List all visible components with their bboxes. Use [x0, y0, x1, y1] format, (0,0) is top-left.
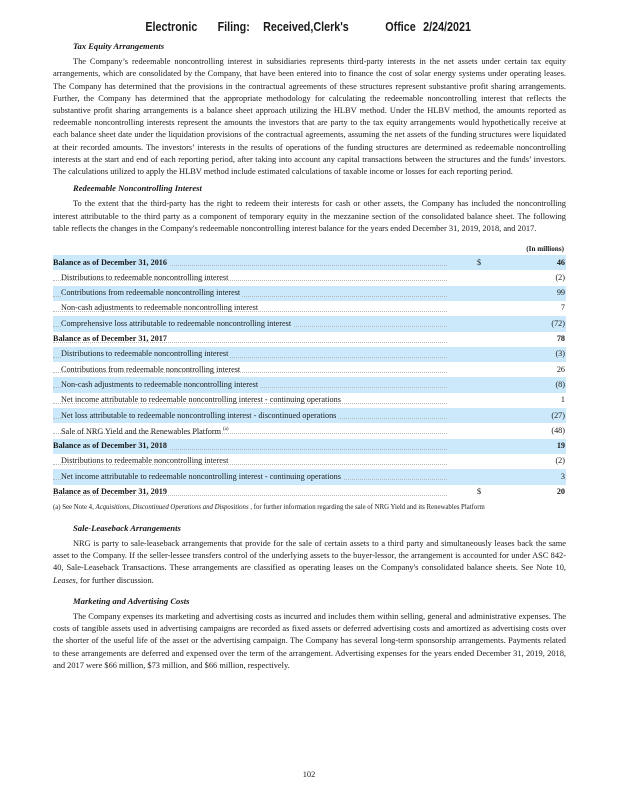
row-label-text: Net income attributable to redeemable noncontrolling interest - continuing operations — [61, 395, 341, 405]
redeemable-paragraph: To the extent that the third-party has the right to redeem their interests for cash or other assets, the Company has included the noncontrolling interest attributable to the third party as a component of temporary equity in the mezzanine section of the consolidated balance sheet. The following table reflects the changes in the Company's redeemable noncontrolling interest balance for the years ended December 31, 2019, 2018, and 2017. — [53, 199, 566, 233]
table-row — [53, 301, 566, 316]
currency-symbol — [477, 408, 517, 423]
table-row — [53, 270, 566, 285]
header-date: 2/24/2021 — [423, 20, 471, 34]
row-value: (48) — [551, 425, 565, 435]
row-value: (2) — [555, 272, 565, 282]
tax-equity-heading: Tax Equity Arrangements — [73, 41, 165, 51]
currency-symbol — [477, 270, 517, 285]
row-label-text: Net income attributable to redeemable noncontrolling interest - continuing operations — [61, 471, 341, 481]
row-label-text: Distributions to redeemable noncontrolling interest — [61, 456, 229, 466]
row-value: (8) — [517, 377, 566, 392]
currency-symbol — [477, 454, 517, 469]
currency-symbol — [477, 377, 517, 392]
row-label — [53, 255, 477, 270]
row-value: 78 — [556, 334, 565, 344]
rnci-table-container — [53, 243, 566, 512]
currency-symbol — [477, 439, 517, 454]
row-label — [53, 332, 477, 347]
currency-symbol — [477, 362, 517, 377]
row-label — [53, 286, 477, 301]
table-row — [53, 347, 566, 362]
header-electronic: Electronic — [145, 20, 198, 34]
row-label-text: Distributions to redeemable noncontrolling interest — [61, 272, 229, 282]
balance-row — [53, 255, 566, 270]
row-label-text: Non-cash adjustments to redeemable noncontrolling interest — [61, 379, 259, 389]
table-footnote — [53, 503, 566, 512]
row-value: 26 — [556, 364, 565, 374]
table-row — [53, 393, 566, 408]
row-label — [53, 469, 477, 484]
marketing-paragraph: The Company expenses its marketing and advertising costs as incurred and includes them within selling, general and administrative expenses. The costs of tangible assets used in advertising campaigns are recorded as fixed assets or deferred advertising costs and amortized as advertising costs over the shorter of the useful life of the asset or the advertising campaign. The Company has several long-term sponsorship arrangements. Payments related to these arrangements are deferred and expensed over the term of the arrangement. Advertising expenses for the years ended December 31, 2019, 2018, and 2017 were $66 million, $73 million, and $66 million, respectively. — [53, 612, 566, 670]
row-value: 46 — [517, 255, 566, 270]
header-filing: Filing: — [217, 20, 250, 34]
footnote-italic: Acquisitions, Discontinued Operations and Dispositions — [95, 503, 249, 511]
row-value: 20 — [556, 487, 565, 497]
table-units: (In millions) — [526, 245, 564, 254]
currency-symbol — [477, 347, 517, 362]
row-label — [53, 301, 477, 316]
sale-leaseback-text: NRG is party to sale-leaseback arrangements that provide for the sale of certain assets to a third party and simultaneously leases back the same asset to the Company. If the seller-lessee transfers control of the underlying assets to the buyer-lessor, the arrangement is accounted for under ASC 842-40, Sale-Leaseback Transactions. These arrangements are classified as operating leases on the Company's consolidated balance sheets. See Note 10, — [53, 539, 566, 573]
redeemable-heading: Redeemable Noncontrolling Interest — [73, 183, 202, 194]
row-label-text: Sale of NRG Yield and the Renewables Platform — [61, 426, 221, 436]
row-value: 19 — [517, 439, 566, 454]
rnci-table — [53, 255, 566, 500]
row-value: 99 — [517, 286, 566, 301]
footnote-marker: (a) — [223, 426, 229, 432]
currency-symbol — [477, 332, 517, 347]
row-label-text: Distributions to redeemable noncontrolling interest — [61, 349, 229, 359]
row-label-text: Comprehensive loss attributable to redeemable noncontrolling interest — [61, 318, 292, 328]
header-office: Office — [385, 20, 416, 34]
table-row — [53, 423, 566, 438]
row-value: (3) — [517, 347, 566, 362]
row-label — [53, 270, 477, 285]
page-number: 102 — [302, 770, 316, 779]
row-value: 1 — [560, 395, 565, 405]
balance-row — [53, 485, 566, 500]
table-row — [53, 377, 566, 392]
row-label-text: Non-cash adjustments to redeemable noncontrolling interest — [61, 303, 259, 313]
currency-symbol — [477, 423, 517, 438]
table-row — [53, 469, 566, 484]
sale-leaseback-paragraph — [53, 538, 566, 587]
row-label-text: Balance as of December 31, 2017 — [53, 334, 167, 344]
document-body — [53, 40, 566, 676]
table-row — [53, 454, 566, 469]
row-label-text: Balance as of December 31, 2016 — [53, 257, 167, 267]
row-value: 7 — [560, 303, 565, 313]
row-label — [53, 485, 477, 500]
currency-symbol — [477, 301, 517, 316]
row-label — [53, 423, 477, 438]
row-label-text: Balance as of December 31, 2018 — [53, 441, 167, 451]
row-value: (27) — [517, 408, 566, 423]
balance-row — [53, 332, 566, 347]
header-received: Received,Clerk's — [263, 20, 349, 34]
table-row — [53, 362, 566, 377]
currency-symbol — [477, 393, 517, 408]
row-label — [53, 393, 477, 408]
row-label — [53, 377, 477, 392]
row-label — [53, 362, 477, 377]
row-value: (72) — [517, 316, 566, 331]
row-label-text: Balance as of December 31, 2019 — [53, 487, 167, 497]
currency-symbol — [477, 469, 517, 484]
table-row — [53, 286, 566, 301]
currency-symbol — [477, 286, 517, 301]
row-label — [53, 454, 477, 469]
row-label-text: Net loss attributable to redeemable noncontrolling interest - discontinued operations — [61, 410, 337, 420]
row-value: (2) — [555, 456, 565, 466]
leases-reference: Leases, — [53, 575, 78, 585]
footnote-suffix: , for further information regarding the sale of NRG Yield and its Renewables Platform — [248, 503, 485, 511]
sale-leaseback-heading: Sale-Leaseback Arrangements — [73, 522, 181, 533]
currency-symbol: $ — [477, 487, 482, 497]
marketing-heading: Marketing and Advertising Costs — [73, 595, 190, 606]
table-row — [53, 408, 566, 423]
row-label-text: Contributions from redeemable noncontrolling interest — [61, 288, 241, 298]
row-label — [53, 439, 477, 454]
balance-row — [53, 439, 566, 454]
tax-equity-paragraph: The Company’s redeemable noncontrolling interest in subsidiaries represents third-party interests in the net assets under certain tax equity arrangements, which are consolidated by the Company, that have been entered into to finance the cost of solar energy systems under operating leases. The Company has determined that the provisions in the contractual agreements of these structures represent substantive profit sharing arrangements. Further, the Company has determined that the appropriate methodology for calculating the redeemable noncontrolling interest that reflects the substantive profit sharing arrangements is a balance sheet approach utilizing the HLBV method. Under the HLBV method, the amounts reported as redeemable noncontrolling interests represent the amounts the investors that are party to the tax equity arrangements would hypothetically receive at each balance sheet date under the liquidation provisions of the contractual agreements, assuming the net assets of the funding structures were liquidated at their recorded amounts. The investors’ interests in the results of operations of the funding structures are determined as redeemable noncontrolling interests at the start and end of each reporting period, after taking into account any capital transactions between the structures and the funds’ investors. The calculations utilized to apply the HLBV method include estimated calculations of taxable income or losses for each reporting period. — [53, 57, 566, 177]
currency-symbol — [477, 316, 517, 331]
row-label — [53, 316, 477, 331]
row-label — [53, 347, 477, 362]
row-label — [53, 408, 477, 423]
row-label-text: Contributions from redeemable noncontrolling interest — [61, 364, 241, 374]
sale-leaseback-text-end: for further discussion. — [77, 575, 154, 585]
footnote-prefix: (a) See Note 4, — [53, 503, 96, 511]
table-row — [53, 316, 566, 331]
row-value: 3 — [517, 469, 566, 484]
currency-symbol: $ — [477, 255, 517, 270]
filing-header — [0, 20, 531, 36]
